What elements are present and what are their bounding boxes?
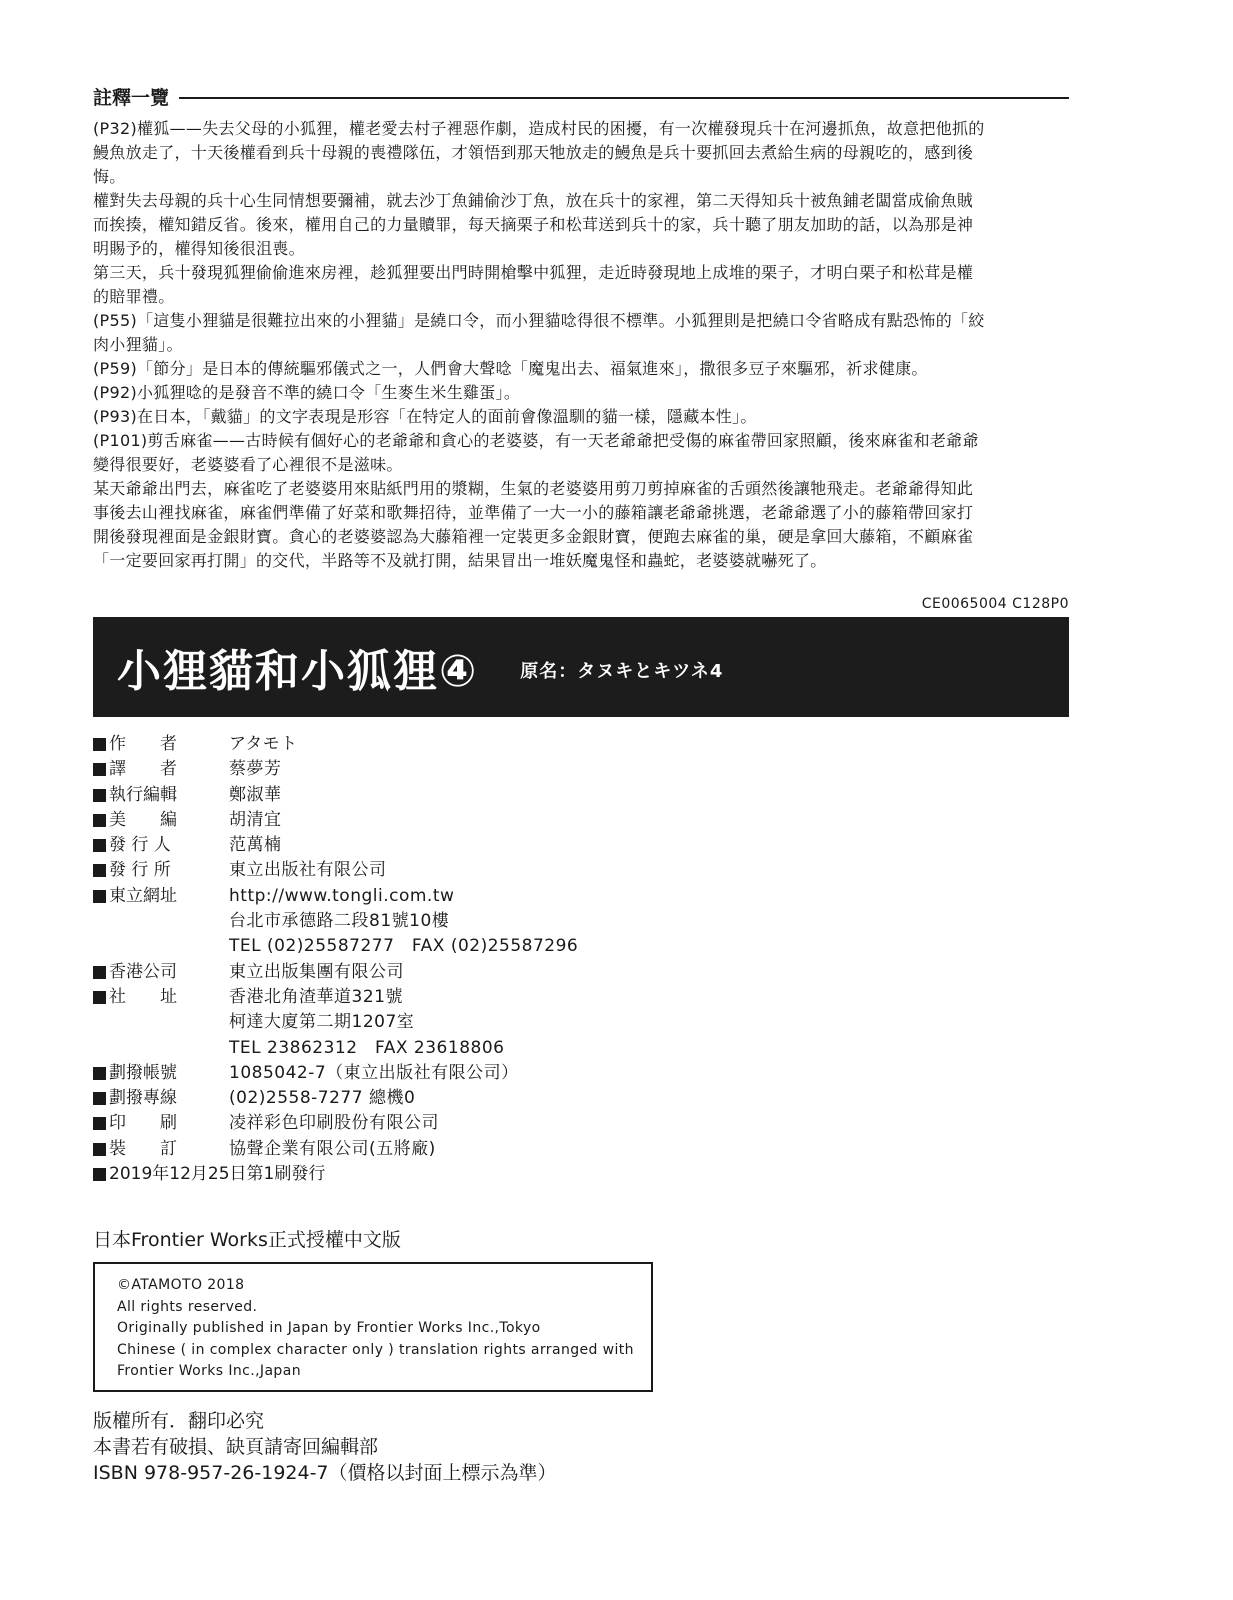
credit-value: 香港北角渣華道321號 xyxy=(229,986,403,1007)
credit-label xyxy=(93,732,229,757)
credit-value: 鄭淑華 xyxy=(229,784,282,805)
credit-row xyxy=(93,985,793,1010)
credit-value: TEL (02)25587277 FAX (02)25587296 xyxy=(229,936,579,957)
credit-value: 凌祥彩色印刷股份有限公司 xyxy=(229,1113,439,1134)
credit-value: TEL 23862312 FAX 23618806 xyxy=(229,1037,505,1058)
credit-row xyxy=(93,783,793,808)
credit-label-text: 社 址 xyxy=(109,986,177,1007)
credit-row xyxy=(93,909,793,934)
credit-label xyxy=(93,833,229,858)
credit-label-text: 譯 者 xyxy=(109,759,177,780)
header-divider xyxy=(179,97,1069,99)
credit-row xyxy=(93,1036,793,1061)
credit-value: 1085042-7（東立出版社有限公司） xyxy=(229,1062,519,1083)
credit-label-text: 發 行 所 xyxy=(109,860,171,881)
square-bullet-icon xyxy=(93,864,106,877)
square-bullet-icon xyxy=(93,991,106,1004)
copyright-line: All rights reserved. xyxy=(117,1298,258,1315)
title-band xyxy=(93,617,1069,717)
square-bullet-icon xyxy=(93,1092,106,1105)
square-bullet-icon xyxy=(93,966,106,979)
square-bullet-icon xyxy=(93,763,106,776)
square-bullet-icon xyxy=(93,789,106,802)
credit-label xyxy=(93,1086,229,1111)
credit-row xyxy=(93,1010,793,1035)
note-line: 變得很要好，老婆婆看了心裡很不是滋味。 xyxy=(93,455,403,474)
credit-value: 東立出版集團有限公司 xyxy=(229,961,404,982)
footer-line: 本書若有破損、缺頁請寄回編輯部 xyxy=(93,1436,379,1458)
copyright-box xyxy=(93,1262,653,1392)
square-bullet-icon xyxy=(93,1117,106,1130)
credit-label xyxy=(93,909,229,934)
credit-label xyxy=(93,783,229,808)
credit-value: 蔡夢芳 xyxy=(229,759,282,780)
note-line: 而挨揍，權知錯反省。後來，權用自己的力量贖罪，每天摘栗子和松茸送到兵十的家，兵十聽了朋友加助的話，以為那是神 xyxy=(93,215,974,234)
credit-row xyxy=(93,833,793,858)
credit-label xyxy=(93,1061,229,1086)
notes-title: 註釋一覽 xyxy=(93,86,170,109)
credit-label-text: 2019年12月25日第1刷發行 xyxy=(109,1164,326,1185)
book-title: 小狸貓和小狐狸④ xyxy=(117,646,479,697)
credit-row xyxy=(93,1061,793,1086)
square-bullet-icon xyxy=(93,1168,106,1181)
original-title: 原名：タヌキとキツネ4 xyxy=(520,661,724,682)
credit-label xyxy=(93,1111,229,1136)
catalog-code: CE0065004 C128P0 xyxy=(921,596,1069,612)
credit-label xyxy=(93,884,229,909)
note-line: 鰻魚放走了，十天後權看到兵十母親的喪禮隊伍，才領悟到那天牠放走的鰻魚是兵十要抓回去煮給生病的母親吃的，感到後 xyxy=(93,143,974,162)
credit-label xyxy=(93,1036,229,1061)
credit-row xyxy=(93,757,793,782)
notes-header xyxy=(93,82,1069,110)
credit-label-text: 執行編輯 xyxy=(109,784,177,805)
note-line: 肉小狸貓」。 xyxy=(93,335,183,354)
license-statement: 日本Frontier Works正式授權中文版 xyxy=(93,1229,401,1251)
note-line: 某天爺爺出門去，麻雀吃了老婆婆用來貼紙門用的漿糊，生氣的老婆婆用剪刀剪掉麻雀的舌頭然後讓牠飛走。老爺爺得知此 xyxy=(93,479,974,498)
note-line: 開後發現裡面是金銀財寶。貪心的老婆婆認為大藤箱裡一定裝更多金銀財寶，便跑去麻雀的巢，硬是拿回大藤箱，不顧麻雀 xyxy=(93,527,974,546)
credit-row xyxy=(93,1111,793,1136)
credit-label xyxy=(93,934,229,959)
credit-row xyxy=(93,1086,793,1111)
note-line: (P32)權狐——失去父母的小狐狸，權老愛去村子裡惡作劇，造成村民的困擾，有一次權發現兵十在河邊抓魚，故意把他抓的 xyxy=(93,119,985,138)
credit-value: http://www.tongli.com.tw xyxy=(229,885,455,906)
credit-row xyxy=(93,858,793,883)
credit-label-text: 作 者 xyxy=(109,734,177,754)
credit-value: 東立出版社有限公司 xyxy=(229,860,387,881)
note-line: 權對失去母親的兵十心生同情想要彌補，就去沙丁魚鋪偷沙丁魚，放在兵十的家裡，第二天得知兵十被魚鋪老闆當成偷魚賊 xyxy=(93,191,974,210)
credit-label xyxy=(93,757,229,782)
note-line: 「一定要回家再打開」的交代，半路等不及就打開，結果冒出一堆妖魔鬼怪和蟲蛇，老婆婆就嚇死了。 xyxy=(93,551,827,570)
square-bullet-icon xyxy=(93,839,106,852)
credit-value: 柯達大廈第二期1207室 xyxy=(229,1012,415,1033)
credit-label xyxy=(93,985,229,1010)
note-line: (P92)小狐狸唸的是發音不準的繞口令「生麥生米生雞蛋」。 xyxy=(93,383,521,402)
square-bullet-icon xyxy=(93,1067,106,1080)
copyright-line: Originally published in Japan by Frontier Works Inc.,Tokyo xyxy=(117,1320,541,1336)
credit-label-text: 美 編 xyxy=(109,809,177,830)
credit-label xyxy=(93,1010,229,1035)
note-line: (P59)「節分」是日本的傳統驅邪儀式之一，人們會大聲唸「魔鬼出去、福氣進來」，撒很多豆子來驅邪，祈求健康。 xyxy=(93,359,928,378)
credit-label-text: 東立網址 xyxy=(109,885,177,906)
note-line: 明賜予的，權得知後很沮喪。 xyxy=(93,239,305,258)
credit-value: 范萬楠 xyxy=(229,835,282,856)
credit-row xyxy=(93,960,793,985)
square-bullet-icon xyxy=(93,890,106,903)
credit-row xyxy=(93,1162,793,1187)
copyright-line: Frontier Works Inc.,Japan xyxy=(117,1363,301,1379)
credit-row xyxy=(93,808,793,833)
footer-line: ISBN 978-957-26-1924-7（價格以封面上標示為準） xyxy=(93,1462,557,1484)
credit-value: 胡清宜 xyxy=(229,809,282,830)
credit-label-text: 發 行 人 xyxy=(109,835,171,856)
credit-label-text: 香港公司 xyxy=(109,961,177,982)
credit-label-text: 劃撥帳號 xyxy=(109,1062,177,1083)
credit-row xyxy=(93,934,793,959)
credit-label xyxy=(93,1137,229,1162)
note-line: (P101)剪舌麻雀——古時候有個好心的老爺爺和貪心的老婆婆，有一天老爺爺把受傷的麻雀帶回家照顧，後來麻雀和老爺爺 xyxy=(93,431,979,450)
notes-body xyxy=(93,117,1073,573)
credit-value: (02)2558-7277 總機0 xyxy=(229,1088,416,1109)
square-bullet-icon xyxy=(93,1143,106,1156)
credit-label-text: 劃撥專線 xyxy=(109,1088,177,1109)
note-line: (P93)在日本，「戴貓」的文字表現是形容「在特定人的面前會像溫馴的貓一樣，隱藏本性」。 xyxy=(93,407,757,426)
copyright-line: ©ATAMOTO 2018 xyxy=(117,1277,245,1293)
note-line: 悔。 xyxy=(93,167,126,186)
credit-label xyxy=(93,1162,325,1187)
credit-label xyxy=(93,960,229,985)
note-line: 第三天，兵十發現狐狸偷偷進來房裡，趁狐狸要出門時開槍擊中狐狸，走近時發現地上成堆的栗子，才明白栗子和松茸是權 xyxy=(93,263,974,282)
credit-label xyxy=(93,858,229,883)
credit-value: 台北市承德路二段81號10樓 xyxy=(229,911,450,932)
credit-value: 協聲企業有限公司(五將廠) xyxy=(229,1138,436,1159)
credit-row xyxy=(93,1137,793,1162)
square-bullet-icon xyxy=(93,814,106,827)
credits-list xyxy=(93,732,793,1187)
footer-notice xyxy=(93,1408,557,1486)
credit-value: アタモト xyxy=(229,734,298,754)
credit-row xyxy=(93,732,793,757)
note-line: 的賠罪禮。 xyxy=(93,287,175,306)
copyright-line: Chinese ( in complex character only ) translation rights arranged with xyxy=(117,1341,634,1358)
credit-label xyxy=(93,808,229,833)
credit-label-text: 裝 訂 xyxy=(109,1138,177,1159)
footer-line: 版權所有．翻印必究 xyxy=(93,1410,265,1432)
credit-label-text: 印 刷 xyxy=(109,1113,177,1134)
credit-row xyxy=(93,884,793,909)
square-bullet-icon xyxy=(93,738,106,751)
note-line: (P55)「這隻小狸貓是很難拉出來的小狸貓」是繞口令，而小狸貓唸得很不標準。小狐狸則是把繞口令省略成有點恐怖的「絞 xyxy=(93,311,985,330)
note-line: 事後去山裡找麻雀，麻雀們準備了好菜和歌舞招待，並準備了一大一小的藤箱讓老爺爺挑選，老爺爺選了小的藤箱帶回家打 xyxy=(93,503,974,522)
